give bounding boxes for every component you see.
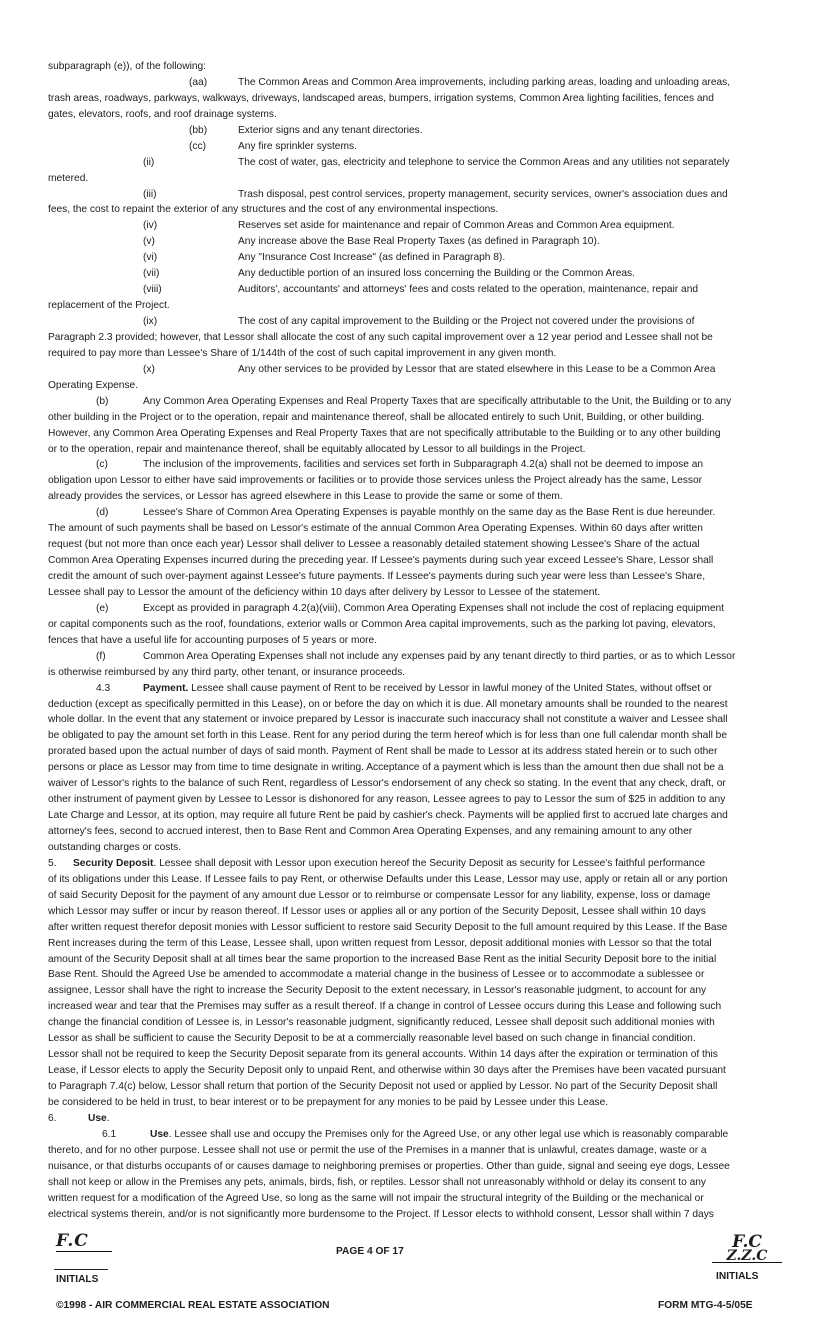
text-line bbox=[48, 776, 766, 792]
line-content: amount of the Security Deposit shall at all times bear the same proportion to the increased Base Rent as the initial Security Deposit bore to the initial bbox=[48, 953, 717, 965]
line-content: Any fire sprinkler systems. bbox=[238, 140, 357, 152]
text-line bbox=[48, 250, 766, 266]
line-text bbox=[48, 1095, 766, 1111]
line-text bbox=[238, 282, 766, 298]
text-line bbox=[48, 91, 766, 107]
line-content: of said Security Deposit for the payment of any amount due Lessor or to reimburse or compensate Lessor for any liability, expense, loss or damage bbox=[48, 889, 711, 901]
text-line bbox=[48, 601, 766, 617]
line-text bbox=[48, 1143, 766, 1159]
line-content: . bbox=[106, 1112, 110, 1124]
paragraph-number: (ix) bbox=[143, 316, 158, 327]
line-text bbox=[48, 936, 766, 952]
text-line bbox=[48, 282, 766, 298]
line-text bbox=[48, 744, 766, 760]
text-line bbox=[48, 856, 766, 872]
line-text bbox=[73, 856, 766, 872]
section-heading: Payment. bbox=[143, 682, 189, 694]
line-content: Base Rent. Should the Agreed Use be amended to accommodate a material change in the business of Lessee or to accommodate a sublessee or bbox=[48, 969, 705, 981]
line-content: assignee, Lessor shall have the right to increase the Security Deposit to the extent necessary, in Lessor's reasonable judgment, to account for any bbox=[48, 985, 707, 997]
text-line bbox=[48, 569, 766, 585]
line-text bbox=[48, 952, 766, 968]
line-content: or capital components such as the roof, foundations, exterior walls or Common Area capital improvements, such as the parking lot paving, elevators, bbox=[48, 618, 716, 630]
text-line bbox=[48, 872, 766, 888]
section-heading: Security Deposit bbox=[73, 857, 154, 869]
paragraph-number: (b) bbox=[96, 395, 109, 407]
paragraph-number: (vi) bbox=[143, 252, 158, 264]
paragraph-number: 6. bbox=[48, 1112, 57, 1124]
line-content: Any increase above the Base Real Property Taxes (as defined in Paragraph 10). bbox=[238, 236, 600, 248]
paragraph-number: 4.3 bbox=[96, 682, 111, 694]
line-text bbox=[48, 1159, 766, 1175]
line-text bbox=[238, 250, 766, 266]
line-text bbox=[48, 410, 766, 426]
text-line bbox=[48, 457, 766, 473]
line-text bbox=[48, 202, 766, 218]
line-text bbox=[238, 234, 766, 250]
paragraph-number: (c) bbox=[96, 459, 108, 471]
line-content: already provides the services, or Lessor has agreed elsewhere in this Lease to provide the same or some of them. bbox=[48, 491, 563, 503]
form-number: FORM MTG-4-5/05E bbox=[658, 1300, 753, 1311]
line-content: thereto, and for no other purpose. Lessee shall not use or permit the use of the Premises in a manner that is unlawful, creates damage, waste or a bbox=[48, 1144, 707, 1156]
paragraph-number: (cc) bbox=[189, 140, 206, 152]
text-line bbox=[48, 314, 766, 330]
text-line bbox=[48, 155, 766, 171]
text-line bbox=[48, 665, 766, 681]
text-line bbox=[48, 1079, 766, 1095]
paragraph-number: (ii) bbox=[143, 156, 155, 168]
line-text bbox=[238, 266, 766, 282]
line-text bbox=[150, 1127, 766, 1143]
line-content: Any Common Area Operating Expenses and Real Property Taxes that are specifically attributable to the Unit, the Building or to any bbox=[143, 395, 732, 407]
line-content: replacement of the Project. bbox=[48, 300, 170, 312]
line-content: Any "Insurance Cost Increase" (as defined in Paragraph 8). bbox=[238, 252, 506, 264]
line-content: Paragraph 2.3 provided; however, that Lessor shall allocate the cost of any such capital improvement over a 12 year period and Lessee shall not be bbox=[48, 331, 713, 343]
section-heading: Use bbox=[150, 1128, 169, 1140]
line-content: request (but not more than once each year) Lessor shall deliver to Lessee a reasonably detailed statement showing Lessee's Share of the actual bbox=[48, 539, 700, 551]
text-line bbox=[48, 999, 766, 1015]
line-content: nuisance, or that disturbs occupants of or causes damage to neighboring premises or properties. Other than guide, signal and seeing eye dogs, Lessee bbox=[48, 1160, 730, 1172]
line-text bbox=[48, 999, 766, 1015]
text-line bbox=[48, 617, 766, 633]
line-content: fees, the cost to repaint the exterior of any structures and the cost of any environmental inspections. bbox=[48, 204, 499, 216]
line-content: to Paragraph 7.4(c) below, Lessor shall return that portion of the Security Deposit not used or applied by Lessor. No part of the Security Deposit shall bbox=[48, 1081, 718, 1092]
text-line bbox=[48, 489, 766, 505]
line-text bbox=[48, 378, 766, 394]
line-content: The inclusion of the improvements, facilities and services set forth in Subparagraph 4.2(a) shall not be deemed to impose an bbox=[143, 459, 704, 471]
text-line bbox=[48, 298, 766, 314]
paragraph-number: (viii) bbox=[143, 284, 162, 296]
line-content: Any deductible portion of an insured loss concerning the Building or the Common Areas. bbox=[238, 268, 635, 280]
text-line bbox=[48, 394, 766, 410]
line-text bbox=[238, 218, 766, 234]
text-line bbox=[48, 75, 766, 91]
line-text bbox=[48, 760, 766, 776]
line-content: of its obligations under this Lease. If Lessee fails to pay Rent, or otherwise Defaults under this Lease, Lessor may use, apply or retain all or any portion bbox=[48, 873, 728, 885]
line-text bbox=[238, 75, 766, 91]
line-text bbox=[48, 920, 766, 936]
line-text bbox=[48, 1207, 766, 1223]
line-text bbox=[48, 824, 766, 840]
text-line bbox=[48, 1207, 766, 1223]
text-line bbox=[48, 744, 766, 760]
line-content: The cost of any capital improvement to the Building or the Project not covered under the provisions of bbox=[238, 316, 695, 327]
text-line bbox=[48, 649, 766, 665]
text-line bbox=[48, 824, 766, 840]
line-text bbox=[48, 1063, 766, 1079]
text-line bbox=[48, 888, 766, 904]
line-content: Auditors', accountants' and attorneys' fees and costs related to the operation, maintenance, repair and bbox=[238, 284, 699, 296]
initials-label-right: INITIALS bbox=[716, 1271, 759, 1282]
line-text bbox=[48, 904, 766, 920]
line-text bbox=[143, 505, 766, 521]
text-line bbox=[48, 107, 766, 123]
line-content: persons or place as Lessor may from time to time designate in writing. Acceptance of a payment which is less than the amount then due shall not be a bbox=[48, 762, 724, 774]
text-line bbox=[48, 967, 766, 983]
line-text bbox=[48, 426, 766, 442]
handwritten-initials-left: F.C bbox=[56, 1231, 89, 1251]
line-text bbox=[48, 792, 766, 808]
line-text bbox=[143, 681, 766, 697]
text-line bbox=[48, 234, 766, 250]
line-text bbox=[48, 91, 766, 107]
line-content: Lessee shall pay to Lessor the amount of the deficiency within 10 days after delivery by Lessor to Lessee of the statement. bbox=[48, 586, 601, 598]
line-text bbox=[48, 776, 766, 792]
line-content: Rent increases during the term of this Lease, Lessee shall, upon written request from Lessor, deposit additional monies with Lessor so that the total bbox=[48, 937, 712, 949]
text-line bbox=[48, 728, 766, 744]
text-line bbox=[48, 505, 766, 521]
line-content: subparagraph (e)), of the following: bbox=[48, 61, 206, 72]
copyright-notice: ©1998 - AIR COMMERCIAL REAL ESTATE ASSOCIATION bbox=[56, 1300, 330, 1311]
paragraph-number: 6.1 bbox=[102, 1128, 117, 1140]
line-content: Exterior signs and any tenant directories. bbox=[238, 124, 423, 136]
page-number: PAGE 4 OF 17 bbox=[336, 1246, 404, 1257]
paragraph-number: (iii) bbox=[143, 188, 157, 200]
text-line bbox=[48, 1047, 766, 1063]
line-content: outstanding charges or costs. bbox=[48, 841, 182, 853]
text-line bbox=[48, 378, 766, 394]
text-line bbox=[48, 218, 766, 234]
paragraph-number: 5. bbox=[48, 857, 57, 869]
text-line bbox=[48, 1031, 766, 1047]
section-heading: Use bbox=[88, 1112, 107, 1124]
line-content: Trash disposal, pest control services, property management, security services, owner's association dues and bbox=[238, 188, 728, 200]
line-text bbox=[48, 808, 766, 824]
text-line bbox=[48, 1159, 766, 1175]
line-content: The amount of such payments shall be based on Lessor's estimate of the annual Common Area Operating Expenses. Within 60 days after written bbox=[48, 523, 703, 535]
line-text bbox=[48, 872, 766, 888]
line-content: . Lessee shall use and occupy the Premises only for the Agreed Use, or any other legal use which is reasonably comparable bbox=[168, 1128, 729, 1140]
text-line bbox=[48, 330, 766, 346]
line-content: prorated based upon the actual number of days of said month. Payment of Rent shall be made to Lessor at its address stated herein or to such other bbox=[48, 746, 718, 758]
line-content: Lessor shall not be required to keep the Security Deposit separate from its general accounts. Within 14 days after the expiration or termination of this bbox=[48, 1049, 718, 1061]
line-text bbox=[48, 473, 766, 489]
text-line bbox=[48, 1015, 766, 1031]
line-content: Lessor as shall be sufficient to cause the Security Deposit to be at a commercially reasonable level based on such change in financial condition. bbox=[48, 1033, 696, 1045]
lease-body-text bbox=[48, 59, 766, 1222]
line-content: fences that have a useful life for accounting purposes of 5 years or more. bbox=[48, 634, 378, 646]
line-text bbox=[48, 330, 766, 346]
text-line bbox=[48, 585, 766, 601]
text-line bbox=[48, 904, 766, 920]
line-content: metered. bbox=[48, 172, 89, 184]
line-text bbox=[48, 1191, 766, 1207]
line-content: or to the operation, repair and maintenance thereof, shall be equitably allocated by Lessor to all buildings in the Project. bbox=[48, 443, 586, 455]
line-content: attorney's fees, second to accrued interest, then to Base Rent and Common Area Operating Expenses, and any remaining amount to any other bbox=[48, 826, 693, 837]
line-content: Common Area Operating Expenses shall not include any expenses paid by any tenant directly to third parties, or as to which Lessor bbox=[143, 650, 736, 662]
line-content: electrical systems therein, and/or is not significantly more burdensome to the Project. If Lessor elects to withhold consent, Lessor shall within 7 days bbox=[48, 1208, 714, 1220]
text-line bbox=[48, 920, 766, 936]
line-text bbox=[238, 314, 766, 330]
line-content: Any other services to be provided by Lessor that are stated elsewhere in this Lease to be a Common Area bbox=[238, 363, 716, 375]
text-line bbox=[48, 473, 766, 489]
text-line bbox=[48, 537, 766, 553]
line-content: increased wear and tear that the Premises may suffer as a result thereof. If a change in control of Lessee occurs during this Lease and following such bbox=[48, 1001, 722, 1013]
line-text bbox=[48, 888, 766, 904]
paragraph-number: (v) bbox=[143, 236, 155, 248]
line-text bbox=[48, 59, 766, 75]
line-content: other instrument of payment given by Lessee to Lessor is dishonored for any reason, Lessee agrees to pay to Lessor the sum of $25 in addition to any bbox=[48, 794, 726, 806]
line-text bbox=[238, 155, 766, 171]
line-content: However, any Common Area Operating Expenses and Real Property Taxes that are not specifically attributable to the Building or to any other building bbox=[48, 427, 721, 439]
line-text bbox=[48, 665, 766, 681]
paragraph-number: (iv) bbox=[143, 220, 158, 232]
line-text bbox=[48, 569, 766, 585]
paragraph-number: (x) bbox=[143, 363, 155, 375]
line-text bbox=[143, 457, 766, 473]
line-text bbox=[48, 537, 766, 553]
paragraph-number: (aa) bbox=[189, 76, 208, 88]
handwritten-initials-right-top: F.C bbox=[732, 1232, 762, 1252]
text-line bbox=[48, 712, 766, 728]
line-content: . Lessee shall deposit with Lessor upon execution hereof the Security Deposit as security for Lessee's faithful performance bbox=[153, 857, 706, 869]
text-line bbox=[48, 362, 766, 378]
text-line bbox=[48, 123, 766, 139]
line-text bbox=[48, 489, 766, 505]
line-text bbox=[48, 521, 766, 537]
text-line bbox=[48, 426, 766, 442]
line-text bbox=[238, 362, 766, 378]
line-content: trash areas, roadways, parkways, walkways, driveways, landscaped areas, bumpers, irrigation systems, Common Area lighting facilities, fences and bbox=[48, 92, 714, 104]
text-line bbox=[48, 187, 766, 203]
line-content: after written request therefor deposit monies with Lessor sufficient to restore said Security Deposit to the full amount required by this Lease. If the Base bbox=[48, 921, 728, 933]
line-text bbox=[48, 983, 766, 999]
line-text bbox=[48, 107, 766, 123]
text-line bbox=[48, 1063, 766, 1079]
line-content: is otherwise reimbursed by any third party, other tenant, or insurance proceeds. bbox=[48, 666, 406, 678]
paragraph-number: (d) bbox=[96, 507, 109, 519]
text-line bbox=[48, 171, 766, 187]
line-text bbox=[48, 1031, 766, 1047]
text-line bbox=[48, 792, 766, 808]
text-line bbox=[48, 442, 766, 458]
text-line bbox=[48, 983, 766, 999]
line-content: Lease, if Lessor elects to apply the Security Deposit only to unpaid Rent, and otherwise within 30 days after the Premises have been vacated pursuant bbox=[48, 1065, 726, 1077]
text-line bbox=[48, 59, 766, 75]
text-line bbox=[48, 633, 766, 649]
line-text bbox=[238, 187, 766, 203]
line-text bbox=[48, 697, 766, 713]
line-text bbox=[143, 394, 766, 410]
text-line bbox=[48, 139, 766, 155]
text-line bbox=[48, 202, 766, 218]
line-text bbox=[48, 298, 766, 314]
text-line bbox=[48, 346, 766, 362]
text-line bbox=[48, 266, 766, 282]
line-text bbox=[48, 617, 766, 633]
line-content: shall not keep or allow in the Premises any pets, animals, birds, fish, or reptiles. Lessor shall not unreasonably withhold or delay its consent to any bbox=[48, 1176, 706, 1188]
line-content: Late Charge and Lessor, at its option, may require all future Rent be paid by cashier's check. Payments will be applied first to accrued late charges and bbox=[48, 810, 728, 822]
signature-initials-right bbox=[712, 1234, 782, 1263]
line-text bbox=[48, 1047, 766, 1063]
paragraph-number: (e) bbox=[96, 602, 109, 614]
text-line bbox=[48, 1175, 766, 1191]
line-text bbox=[238, 123, 766, 139]
line-content: gates, elevators, roofs, and roof drainage systems. bbox=[48, 108, 277, 120]
text-line bbox=[48, 1191, 766, 1207]
line-content: be considered to be held in trust, to bear interest or to be prepayment for any monies to be paid by Lessee under this Lease. bbox=[48, 1096, 609, 1108]
signature-initials-left bbox=[56, 1231, 116, 1252]
text-line bbox=[48, 1143, 766, 1159]
line-text bbox=[48, 442, 766, 458]
text-line bbox=[48, 697, 766, 713]
initials-label-left: INITIALS bbox=[56, 1274, 99, 1285]
line-text bbox=[48, 553, 766, 569]
line-content: The Common Areas and Common Area improvements, including parking areas, loading and unloading areas, bbox=[238, 76, 731, 88]
text-line bbox=[48, 1127, 766, 1143]
text-line bbox=[48, 840, 766, 856]
line-content: written request for a modification of the Agreed Use, so long as the same will not impair the structural integrity of the Building or the mechanical or bbox=[48, 1192, 704, 1204]
line-text bbox=[48, 712, 766, 728]
line-content: be obligated to pay the amount set forth in this Lease. Rent for any period during the term hereof which is for less than one full calendar month shall be bbox=[48, 730, 728, 742]
line-content: change the financial condition of Lessee is, in Lessor's reasonable judgment, significantly reduced, Lessee shall deposit such additional monies with bbox=[48, 1017, 715, 1029]
text-line bbox=[48, 1095, 766, 1111]
line-text bbox=[238, 139, 766, 155]
line-content: other building in the Project or to the operation, repair and maintenance thereof, shall be allocated entirely to such Unit, Building, or other building. bbox=[48, 411, 705, 423]
paragraph-number: (vii) bbox=[143, 268, 160, 280]
line-text bbox=[48, 346, 766, 362]
line-content: Common Area Operating Expenses incurred during the preceding year. If Lessee's payments during such year exceed Lessee's Share, Lessor shall bbox=[48, 555, 714, 567]
line-text bbox=[48, 840, 766, 856]
text-line bbox=[48, 553, 766, 569]
text-line bbox=[48, 760, 766, 776]
line-content: Reserves set aside for maintenance and repair of Common Areas and Common Area equipment. bbox=[238, 220, 675, 232]
line-content: whole dollar. In the event that any statement or invoice prepared by Lessor is inaccurate such inaccuracy shall not constitute a waiver and Lessee shall bbox=[48, 714, 728, 726]
line-text bbox=[48, 1175, 766, 1191]
line-content: deduction (except as specifically permitted in this Lease), on or before the day on which it is due. All monetary amounts shall be rounded to the nearest bbox=[48, 698, 728, 710]
line-text bbox=[48, 1015, 766, 1031]
paragraph-number: (f) bbox=[96, 650, 106, 662]
paragraph-number: (bb) bbox=[189, 124, 208, 136]
line-text bbox=[48, 728, 766, 744]
line-content: The cost of water, gas, electricity and telephone to service the Common Areas and any utilities not separately bbox=[238, 156, 730, 168]
text-line bbox=[48, 936, 766, 952]
text-line bbox=[48, 952, 766, 968]
line-text bbox=[48, 967, 766, 983]
handwritten-initials-right-bottom: Z.Z.C bbox=[712, 1250, 782, 1263]
line-text bbox=[143, 649, 766, 665]
text-line bbox=[48, 681, 766, 697]
line-content: Except as provided in paragraph 4.2(a)(viii), Common Area Operating Expenses shall not include the cost of replacing equipment bbox=[143, 602, 725, 614]
line-text bbox=[48, 585, 766, 601]
line-content: credit the amount of such over-payment against Lessee's future payments. If Lessee's payments during such year were less than Lessee's Share, bbox=[48, 571, 706, 582]
signature-underline-left bbox=[56, 1251, 112, 1252]
line-text bbox=[48, 171, 766, 187]
line-content: Lessee's Share of Common Area Operating Expenses is payable monthly on the same day as the Base Rent is due hereunder. bbox=[143, 507, 716, 519]
line-content: obligation upon Lessor to either have said improvements or facilities or to provide those services unless the Project already has the same, Lessor bbox=[48, 475, 703, 487]
line-content: waiver of Lessor's rights to the balance of such Rent, regardless of Lessor's endorsement of any check so stating. In the event that any check, draft, or bbox=[48, 778, 726, 790]
line-content: Lessee shall cause payment of Rent to be received by Lessor in lawful money of the United States, without offset or bbox=[188, 682, 712, 694]
line-text bbox=[48, 1079, 766, 1095]
line-text bbox=[88, 1111, 766, 1127]
text-line bbox=[48, 808, 766, 824]
line-content: required to pay more than Lessee's Share of 1/144th of the cost of such capital improvement in any given month. bbox=[48, 347, 557, 359]
line-text bbox=[143, 601, 766, 617]
text-line bbox=[48, 1111, 766, 1127]
line-content: Operating Expense. bbox=[48, 379, 139, 391]
initials-line-left bbox=[54, 1269, 108, 1270]
line-text bbox=[48, 633, 766, 649]
text-line bbox=[48, 521, 766, 537]
line-content: which Lessor may suffer or incur by reason thereof. If Lessor uses or applies all or any portion of the Security Deposit, Lessee shall within 10 days bbox=[48, 905, 706, 917]
text-line bbox=[48, 410, 766, 426]
